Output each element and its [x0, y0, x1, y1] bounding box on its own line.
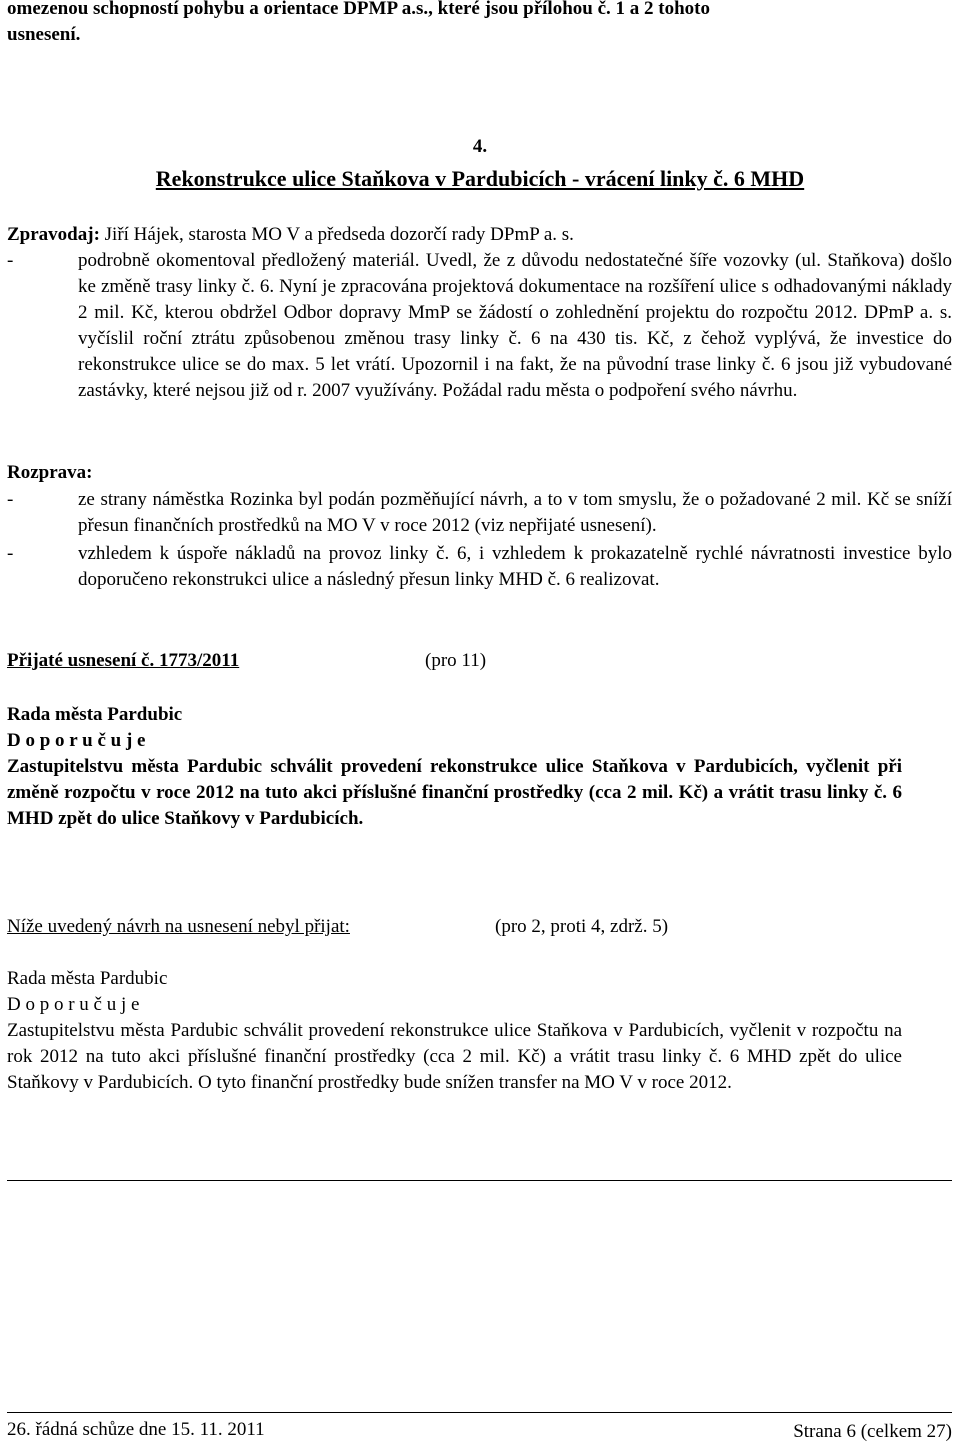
bullet-dash: -: [7, 250, 14, 271]
footer-meeting: 26. řádná schůze dne 15. 11. 2011: [7, 1419, 265, 1440]
intro-line-2: usnesení.: [7, 24, 81, 45]
report-bullet: [7, 248, 952, 404]
reporter-text: Jiří Hájek, starosta MO V a předseda dozorčí rady DPmP a. s.: [99, 224, 574, 245]
rejected-council: Rada města Pardubic: [7, 968, 168, 989]
rejected-recommends: D o p o r u č u j e: [7, 994, 140, 1015]
rejected-text: Zastupitelstvu města Pardubic schválit provedení rekonstrukce ulice Staňkova v Pardubicích, vyčlenit v rozpočtu na rok 2012 na tuto akci příslušné finanční prostředky (cca 2 mil. Kč) a vrátit trasu linky č. 6 MHD zpět do ulice Staňkovy v Pardubicích. O tyto finanční prostředky bude snížen transfer na MO V v roce 2012.: [7, 1020, 902, 1093]
section-divider: [7, 1180, 952, 1181]
item-title: Rekonstrukce ulice Staňkova v Pardubicích - vrácení linky č. 6 MHD: [155, 166, 805, 191]
bullet-dash: -: [7, 543, 14, 564]
debate-label: Rozprava:: [7, 462, 93, 483]
bullet-dash: -: [7, 489, 14, 510]
debate-bullet-2: [7, 541, 952, 593]
footer-page-number: Strana 6 (celkem 27): [793, 1421, 952, 1442]
adopted-vote: (pro 11): [425, 650, 487, 671]
adopted-text: Zastupitelstvu města Pardubic schválit provedení rekonstrukce ulice Staňkova v Pardubicích, vyčlenit při změně rozpočtu v roce 2012 na tuto akci příslušné finanční prostředky (cca 2 mil. Kč) a vrátit trasu linky č. 6 MHD zpět do ulice Staňkovy v Pardubicích.: [7, 756, 902, 829]
adopted-heading: Přijaté usnesení č. 1773/2011: [7, 650, 240, 671]
rejected-heading: Níže uvedený návrh na usnesení nebyl přijat:: [7, 916, 350, 937]
report-bullet-text: podrobně okomentoval předložený materiál. Uvedl, že z důvodu nedostatečné šíře vozovky (ul. Staňkova) došlo ke změně trasy linky č. 6. Nyní je zpracována projektová dokumentace na rozšíření ulice s odhadovanými náklady 2 mil. Kč, kterou obdržel Odbor dopravy MmP se žádostí o zohlednění projektu do rozpočtu 2012. DPmP a. s. vyčíslil roční ztrátu způsobenou změnou trasy linky č. 6 na 430 tis. Kč, z čehož vyplývá, že investice do rekonstrukce ulice se do max. 5 let vrátí. Upozornil i na fakt, že na původní trase linky č. 6 jsou již vybudované zastávky, které nejsou již od r. 2007 využívány. Požádal radu města o podpoření svého návrhu.: [78, 250, 952, 401]
footer-rule: [7, 1412, 952, 1413]
item-number: 4.: [472, 136, 488, 157]
debate-bullet-text: ze strany náměstka Rozinka byl podán pozměňující návrh, a to v tom smyslu, že o požadované 2 mil. Kč se sníží přesun finančních prostředků na MO V v roce 2012 (viz nepřijaté usnesení).: [78, 489, 952, 536]
reporter-line: [7, 222, 952, 248]
intro-line-1: omezenou schopností pohybu a orientace DPMP a.s., které jsou přílohou č. 1 a 2 tohoto: [7, 0, 710, 19]
debate-bullet-1: [7, 487, 952, 539]
adopted-recommends: D o p o r u č u j e: [7, 730, 146, 751]
rejected-vote: (pro 2, proti 4, zdrž. 5): [495, 916, 669, 937]
debate-bullet-text: vzhledem k úspoře nákladů na provoz linky č. 6, i vzhledem k prokazatelně rychlé návratnosti investice bylo doporučeno rekonstrukci ulice a následný přesun linky MHD č. 6 realizovat.: [78, 543, 952, 590]
adopted-council: Rada města Pardubic: [7, 704, 183, 725]
reporter-label: Zpravodaj:: [7, 224, 100, 245]
